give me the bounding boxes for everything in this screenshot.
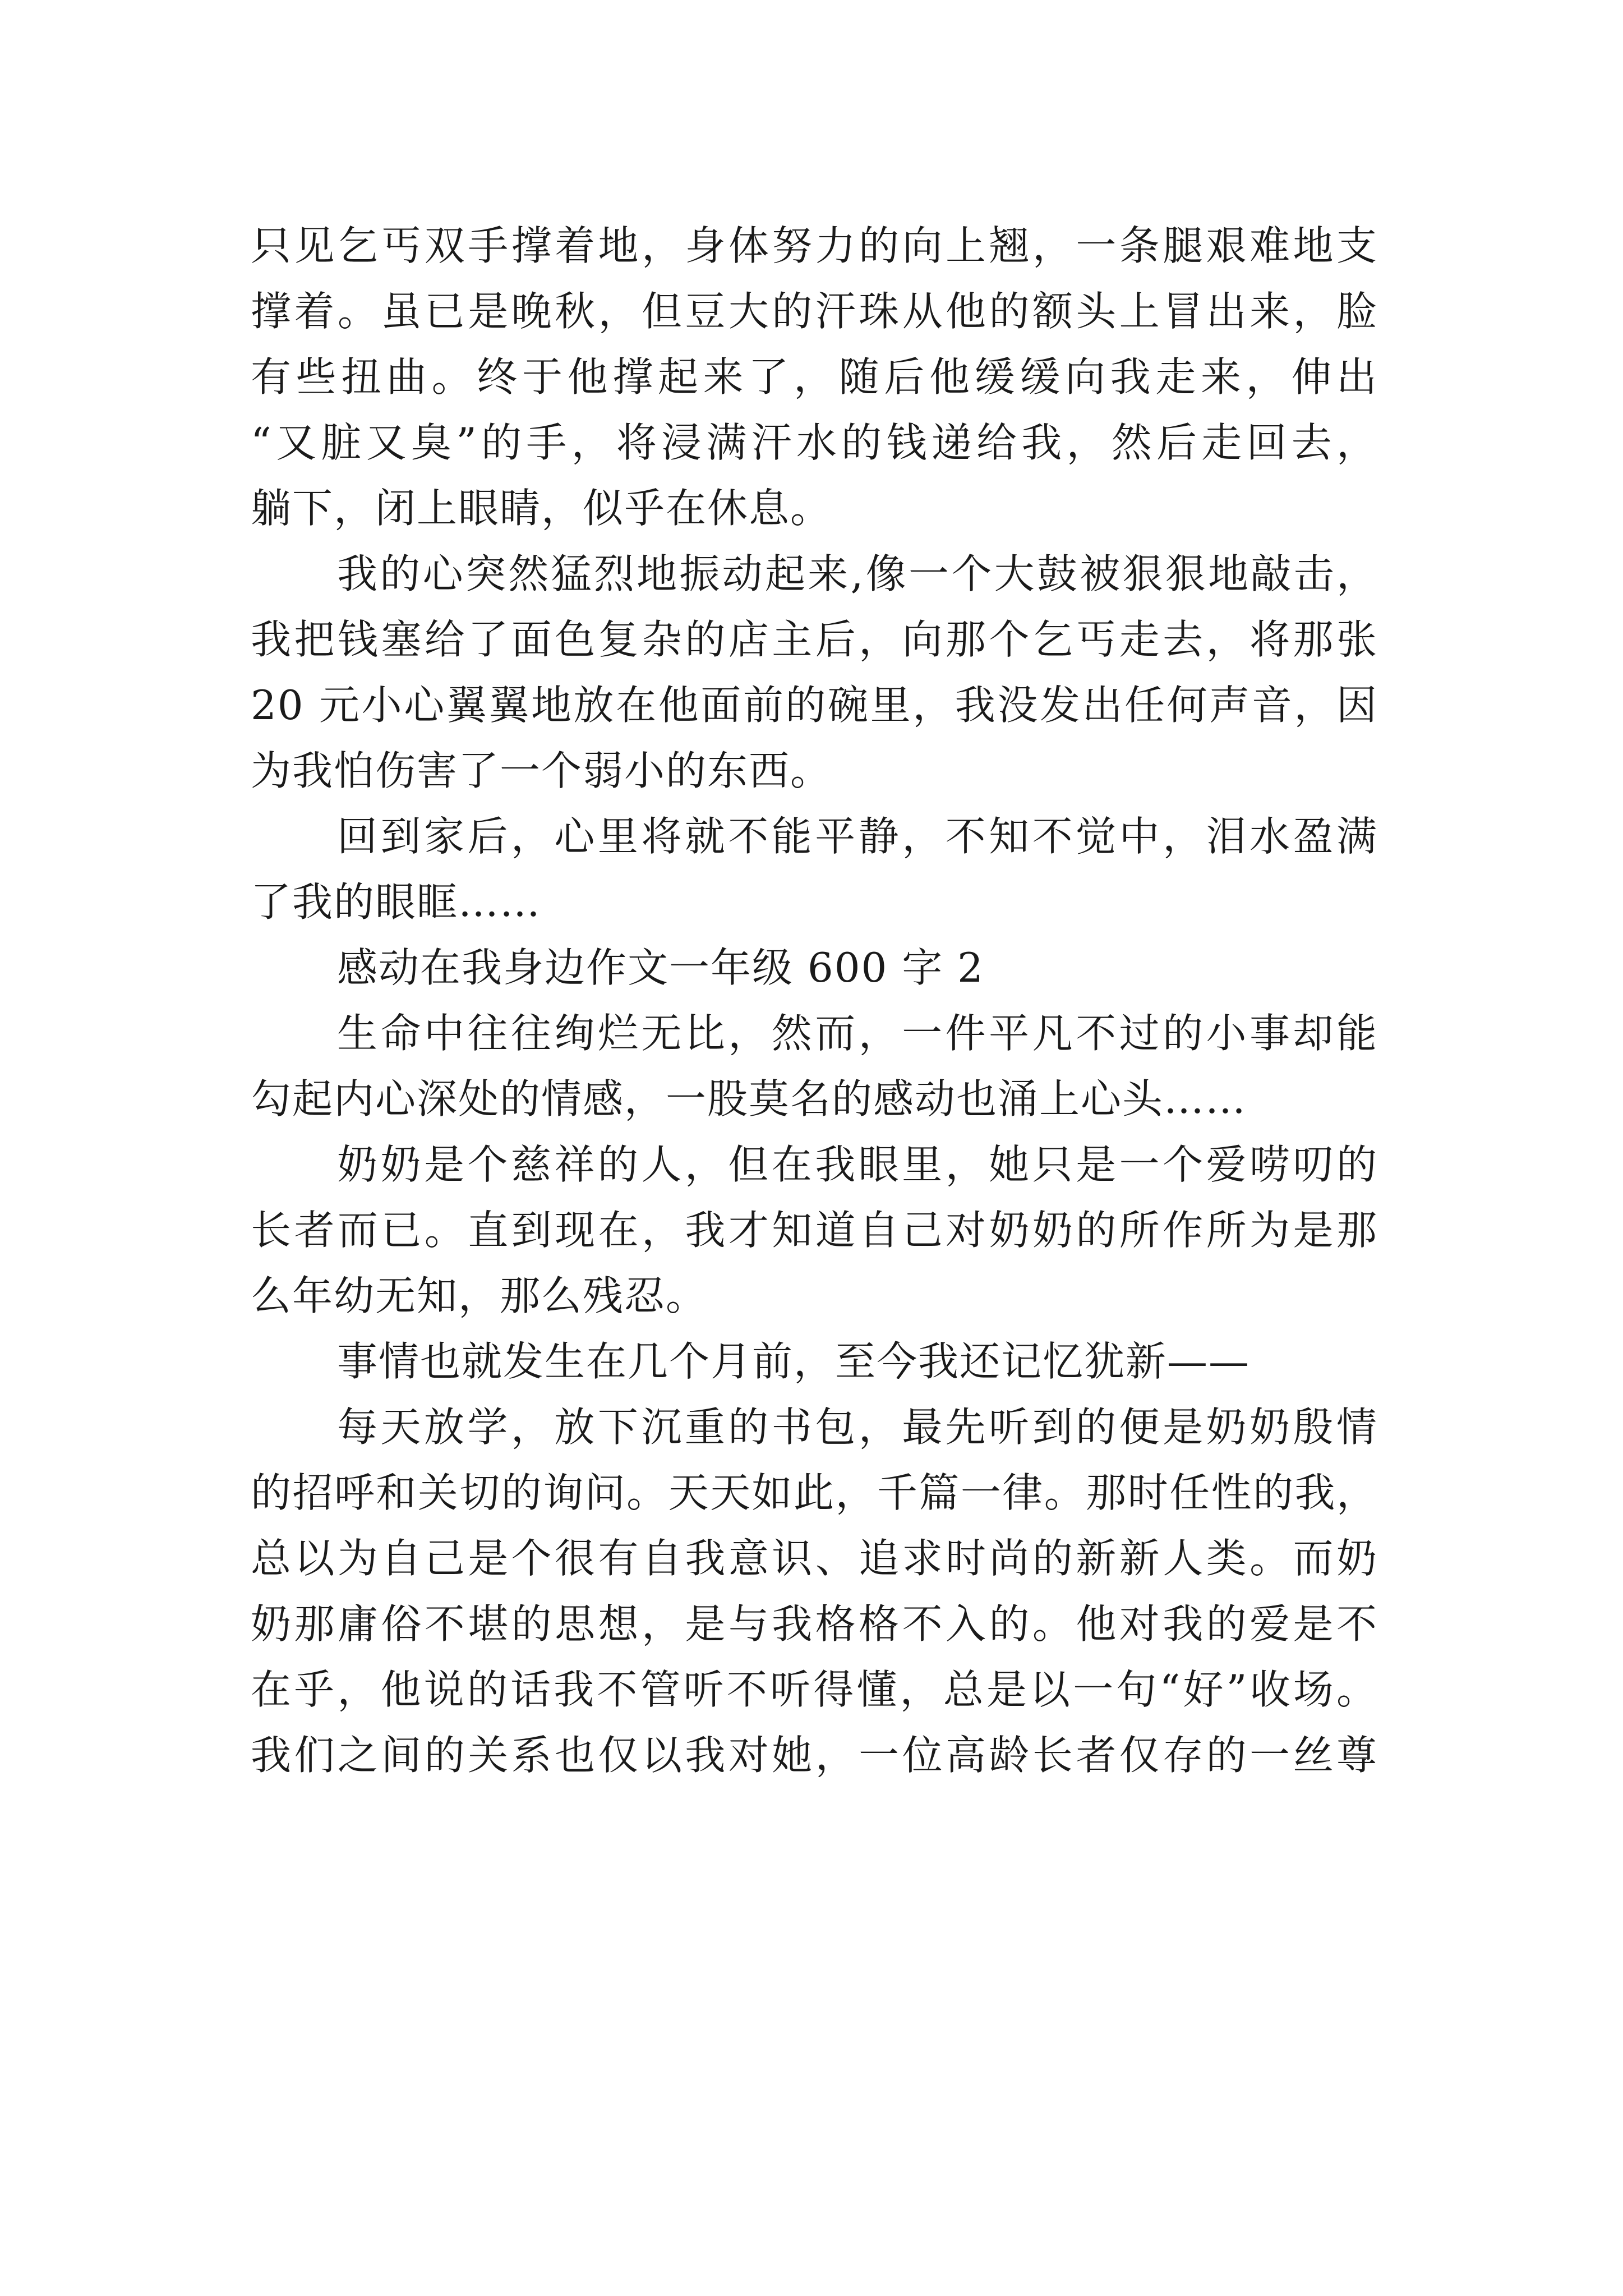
- text-line: 奶那庸俗不堪的思想，是与我格格不入的。他对我的爱是不: [251, 1600, 1378, 1648]
- paragraph-start-line: 回到家后，心里将就不能平静，不知不觉中，泪水盈满: [337, 813, 1378, 860]
- paragraph-start-line: 事情也就发生在几个月前，至今我还记忆犹新——: [337, 1338, 1251, 1385]
- text-line: 为我怕伤害了一个弱小的东西。: [251, 747, 832, 794]
- text-line: 只见乞丐双手撑着地，身体努力的向上翘，一条腿艰难地支: [251, 222, 1378, 269]
- text-line: 长者而已。直到现在，我才知道自己对奶奶的所作所为是那: [251, 1207, 1378, 1254]
- text-line: 有些扭曲。终于他撑起来了，随后他缓缓向我走来，伸出: [251, 353, 1378, 401]
- text-line: 躺下，闭上眼睛，似乎在休息。: [251, 485, 832, 532]
- text-line: “又脏又臭”的手，将浸满汗水的钱递给我，然后走回去，: [251, 419, 1378, 466]
- text-line: 撑着。虽已是晚秋，但豆大的汗珠从他的额头上冒出来，脸: [251, 288, 1378, 335]
- paragraph-start-line: 生命中往往绚烂无比，然而，一件平凡不过的小事却能: [337, 1010, 1378, 1057]
- paragraph-start-line: 奶奶是个慈祥的人，但在我眼里，她只是一个爱唠叨的: [337, 1141, 1378, 1188]
- text-line: 了我的眼眶……: [251, 878, 542, 926]
- text-line: 在乎，他说的话我不管听不听得懂，总是以一句“好”收场。: [251, 1666, 1378, 1713]
- paragraph-start-line: 我的心突然猛烈地振动起来,像一个大鼓被狠狠地敲击，: [337, 550, 1378, 597]
- text-line: 我们之间的关系也仅以我对她，一位高龄长者仅存的一丝尊: [251, 1732, 1378, 1779]
- section-heading: 感动在我身边作文一年级 600 字 2: [337, 944, 984, 991]
- text-line: 20 元小心翼翼地放在他面前的碗里，我没发出任何声音，因: [251, 682, 1378, 729]
- text-line: 的招呼和关切的询问。天天如此，千篇一律。那时任性的我，: [251, 1469, 1378, 1516]
- text-line: 勾起内心深处的情感，一股莫名的感动也涌上心头……: [251, 1075, 1247, 1122]
- paragraph-start-line: 每天放学，放下沉重的书包，最先听到的便是奶奶殷情: [337, 1404, 1378, 1451]
- text-line: 么年幼无知，那么残忍。: [251, 1272, 708, 1319]
- text-line: 总以为自己是个很有自我意识、追求时尚的新新人类。而奶: [251, 1535, 1378, 1582]
- text-line: 我把钱塞给了面色复杂的店主后，向那个乞丐走去，将那张: [251, 616, 1378, 663]
